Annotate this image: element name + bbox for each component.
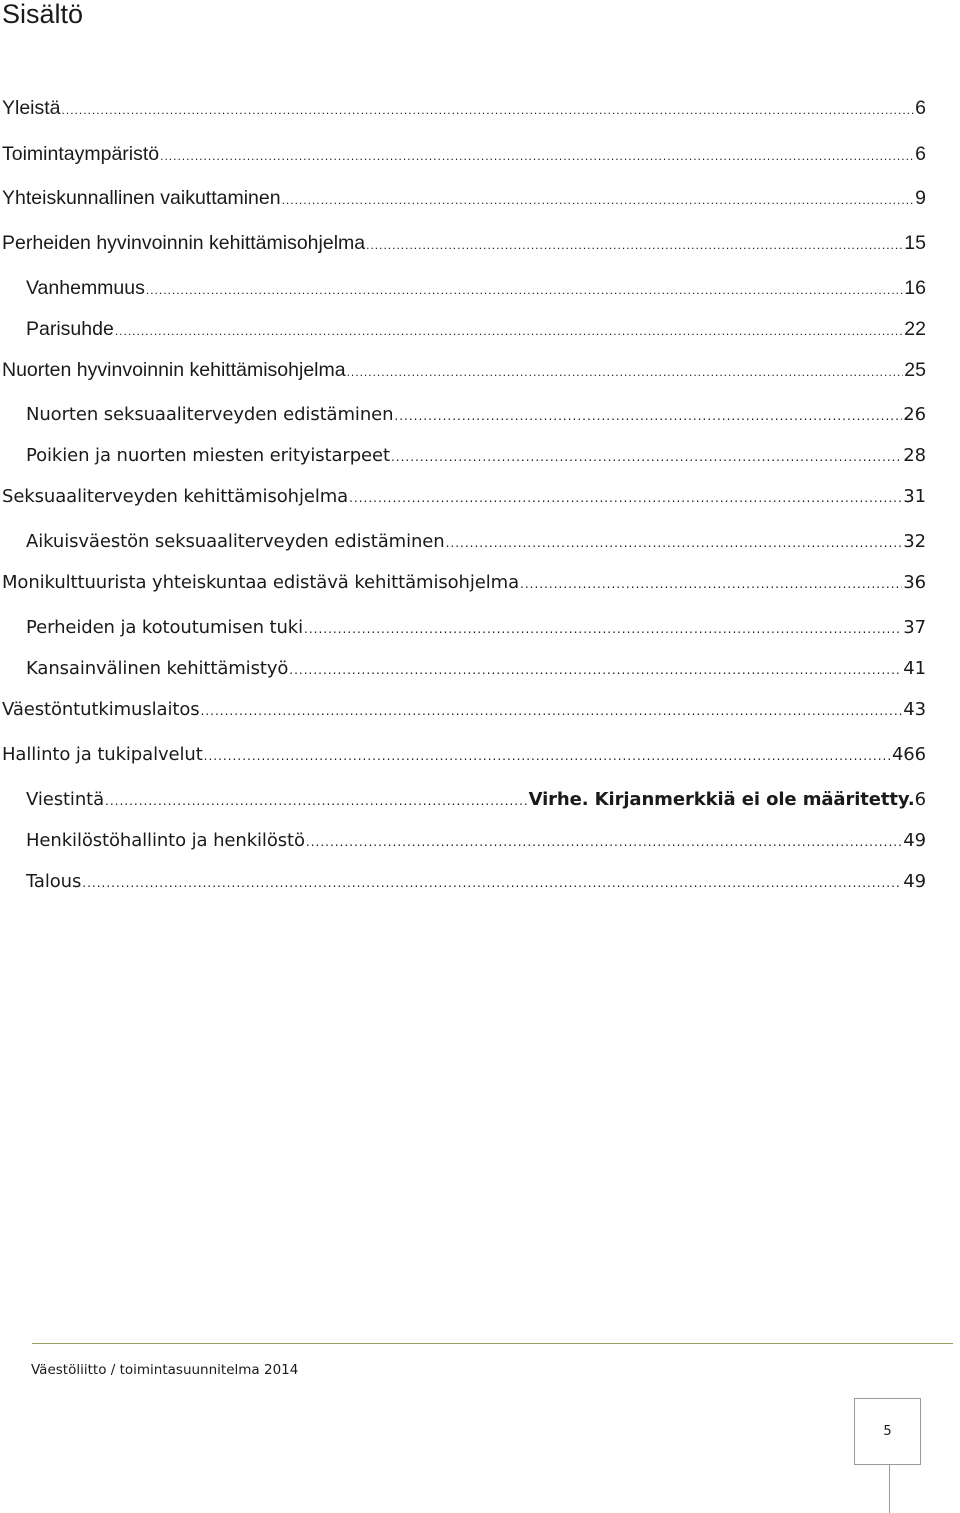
toc-entry-title: Monikulttuurista yhteiskuntaa edistävä kehittämisohjelma	[2, 572, 520, 593]
toc-dot-leader	[282, 188, 915, 212]
toc-entry-nuorten-seksuaaliterveyden-edistaminen[interactable]	[26, 403, 926, 428]
toc-entry-parisuhde[interactable]	[26, 317, 926, 343]
toc-entry-viestinta[interactable]	[26, 788, 926, 813]
toc-page-number: 22	[904, 318, 926, 340]
toc-entry-title: Perheiden hyvinvoinnin kehittämisohjelma	[2, 232, 366, 254]
page-title: Sisältö	[2, 0, 84, 29]
toc-entry-title: Vanhemmuus	[26, 277, 145, 299]
toc-page-number: 6	[914, 789, 926, 810]
toc-page-number: 466	[891, 744, 926, 765]
toc-dot-leader	[105, 789, 528, 813]
toc-dot-leader	[306, 830, 902, 854]
toc-page-number: 31	[903, 486, 926, 507]
toc-entry-vanhemmuus[interactable]	[26, 276, 926, 302]
toc-page-number: 25	[904, 359, 926, 381]
toc-dot-leader	[160, 144, 914, 168]
toc-dot-leader	[146, 278, 903, 302]
toc-entry-perheiden-ja-kotoutumisen-tuki[interactable]	[26, 616, 926, 641]
toc-entry-perheiden-hyvinvoinnin-kehittamisohjelma[interactable]	[2, 231, 926, 257]
toc-page-number: 49	[903, 871, 926, 892]
toc-dot-leader	[347, 360, 904, 384]
footer-document-title: Väestöliitto / toimintasuunnitelma 2014	[31, 1362, 299, 1378]
toc-entry-title: Toimintaympäristö	[2, 143, 160, 165]
toc-entry-poikien-ja-nuorten-miesten-erityistarpeet[interactable]	[26, 444, 926, 469]
toc-page-number: 16	[904, 277, 926, 299]
toc-dot-leader	[289, 658, 902, 682]
toc-dot-leader	[62, 98, 915, 122]
toc-dot-leader	[201, 699, 903, 723]
toc-entry-title: Henkilöstöhallinto ja henkilöstö	[26, 830, 305, 851]
toc-page-number: 43	[903, 699, 926, 720]
page-number-box	[854, 1398, 921, 1465]
toc-page-number: 37	[903, 617, 926, 638]
toc-dot-leader	[82, 871, 902, 895]
toc-entry-title: Viestintä	[26, 789, 105, 810]
toc-entry-title: Väestöntutkimuslaitos	[2, 699, 200, 720]
toc-entry-yleista[interactable]	[2, 96, 926, 122]
toc-dot-leader	[520, 572, 902, 596]
toc-page-number: 6	[915, 143, 926, 165]
toc-page-number: 36	[903, 572, 926, 593]
toc-entry-seksuaaliterveyden-kehittamisohjelma[interactable]	[2, 485, 926, 510]
toc-entry-henkilostohallinto-ja-henkilosto[interactable]	[26, 829, 926, 854]
toc-entry-title: Poikien ja nuorten miesten erityistarpeet	[26, 445, 390, 466]
toc-page-number: 9	[915, 187, 926, 209]
toc-dot-leader	[391, 445, 902, 469]
toc-entry-title: Kansainvälinen kehittämistyö	[26, 658, 289, 679]
toc-entry-title: Parisuhde	[26, 318, 114, 340]
toc-page-number: 15	[904, 232, 926, 254]
page-number: 5	[883, 1424, 892, 1439]
toc-entry-title: Seksuaaliterveyden kehittämisohjelma	[2, 486, 349, 507]
toc-page-number: 26	[903, 404, 926, 425]
toc-entry-monikulttuurista-yhteiskuntaa-edistava-kehittamisohjelma[interactable]	[2, 571, 926, 596]
toc-entry-talous[interactable]	[26, 870, 926, 895]
toc-entry-title: Yleistä	[2, 97, 61, 119]
toc-entry-vaestontutkimuslaitos[interactable]	[2, 698, 926, 723]
toc-entry-aikuisvaeston-seksuaaliterveyden-edistaminen[interactable]	[26, 530, 926, 555]
toc-entry-title: Nuorten hyvinvoinnin kehittämisohjelma	[2, 359, 346, 381]
toc-entry-toimintaymparisto[interactable]	[2, 142, 926, 168]
footer-divider	[32, 1343, 953, 1344]
toc-page-number: 41	[903, 658, 926, 679]
toc-dot-leader	[394, 404, 902, 428]
toc-entry-title: Talous	[26, 871, 82, 892]
toc-entry-title: Hallinto ja tukipalvelut	[2, 744, 203, 765]
toc-entry-title: Nuorten seksuaaliterveyden edistäminen	[26, 404, 394, 425]
toc-entry-title: Perheiden ja kotoutumisen tuki	[26, 617, 303, 638]
toc-dot-leader	[115, 319, 903, 343]
toc-entry-title: Yhteiskunnallinen vaikuttaminen	[2, 187, 281, 209]
toc-dot-leader	[304, 617, 902, 641]
toc-page-number: 6	[915, 97, 926, 119]
toc-bookmark-error: Virhe. Kirjanmerkkiä ei ole määritetty.	[528, 789, 915, 810]
toc-dot-leader	[446, 531, 903, 555]
toc-entry-nuorten-hyvinvoinnin-kehittamisohjelma[interactable]	[2, 358, 926, 384]
toc-dot-leader	[349, 486, 902, 510]
toc-page-number: 28	[903, 445, 926, 466]
toc-entry-title: Aikuisväestön seksuaaliterveyden edistäminen	[26, 531, 445, 552]
toc-dot-leader	[366, 233, 903, 257]
toc-entry-yhteiskunnallinen-vaikuttaminen[interactable]	[2, 186, 926, 212]
toc-page-number: 32	[903, 531, 926, 552]
page-number-connector-line	[889, 1465, 890, 1513]
toc-dot-leader	[204, 744, 891, 768]
toc-entry-kansainvalinen-kehittamistyo[interactable]	[26, 657, 926, 682]
toc-entry-hallinto-ja-tukipalvelut[interactable]	[2, 743, 926, 768]
toc-page-number: 49	[903, 830, 926, 851]
